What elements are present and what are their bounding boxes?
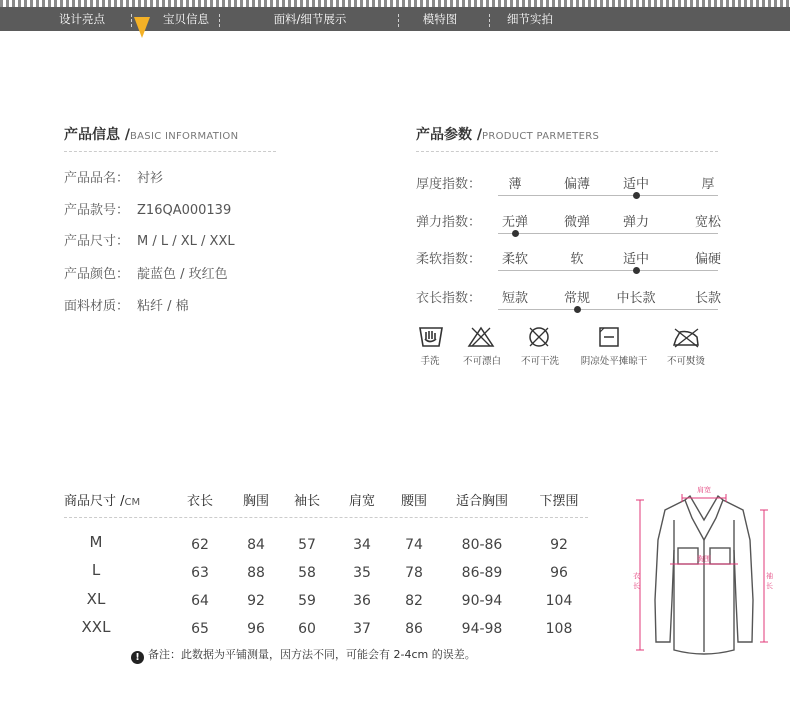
column-header: 肩宽 [348,494,375,509]
param-track [498,195,718,196]
nav-item-detail-photos[interactable]: 细节实拍 [507,12,553,26]
info-row-style-number [64,199,231,218]
param-label: 衣长指数： [416,291,482,306]
table-cell: 57 [298,537,316,553]
length-label-1: 衣 [633,572,640,580]
care-label-dry-flat: 阴凉处平摊晾干 [580,356,648,367]
no-bleach-icon [466,325,496,349]
table-cell: 74 [405,537,423,553]
table-cell: 62 [191,537,209,553]
info-row-material [64,295,189,314]
nav-divider [398,14,399,27]
nav-item-product-info[interactable]: 宝贝信息 [163,12,209,26]
param-option: 弹力 [622,215,649,230]
param-option: 中长款 [616,291,656,306]
table-cell: 63 [191,565,209,581]
size-table-title-text: 商品尺寸 / [64,494,125,509]
table-cell: 58 [298,565,316,581]
info-value: M / L / XL / XXL [137,234,235,249]
size-table-divider [64,517,588,518]
param-selected-dot [512,230,519,237]
table-cell: 108 [545,621,573,637]
params-subtitle: PRODUCT PARMETERS [482,131,600,142]
dry-flat-shade-icon [596,325,622,349]
care-icons [414,325,724,370]
care-label-hand-wash: 手洗 [420,356,440,367]
info-label: 产品款号： [64,203,130,218]
param-selected-dot [574,306,581,313]
param-option: 常规 [563,291,590,306]
column-header: 下摆围 [539,494,579,509]
table-cell: 92 [247,593,265,609]
params-title-text: 产品参数 / [416,127,482,143]
size-label: M [89,533,103,551]
table-cell: 37 [353,621,371,637]
table-cell: 94-98 [461,621,503,637]
measurement-note [131,646,476,664]
param-option: 软 [570,252,584,267]
column-header: 衣长 [186,494,213,509]
table-cell: 88 [247,565,265,581]
sleeve-label-2: 长 [766,582,773,590]
param-option: 适中 [622,252,649,267]
size-label: L [91,561,101,579]
table-cell: 80-86 [461,537,503,553]
size-table-unit: CM [124,497,141,508]
table-cell: 64 [191,593,209,609]
param-option: 无弹 [501,215,528,230]
shoulder-label: 肩宽 [697,486,711,494]
table-cell: 78 [405,565,423,581]
info-value: Z16QA000139 [137,203,232,218]
sleeve-label-1: 袖 [766,572,773,580]
shirt-measurement-diagram [630,480,778,662]
top-nav [0,7,790,31]
info-label: 产品尺寸： [64,234,130,249]
params-divider [416,151,718,152]
nav-item-model[interactable]: 模特图 [422,12,458,26]
note-text: 备注：此数据为平铺测量，因方法不同，可能会有 2-4cm 的误差。 [148,648,476,661]
param-option: 宽松 [694,215,721,230]
info-row-sizes [64,230,235,249]
info-value: 靛蓝色 / 玫红色 [137,267,228,282]
info-value: 衬衫 [137,171,164,186]
table-cell: 36 [353,593,371,609]
table-cell: 84 [247,537,265,553]
basic-info-title [64,124,238,144]
params-title [416,124,599,144]
column-header: 胸围 [242,494,269,509]
param-label: 柔软指数： [416,252,482,267]
shirt-outline [655,496,753,654]
table-cell: 86 [405,621,423,637]
param-track [498,233,718,234]
nav-item-design[interactable]: 设计亮点 [59,12,105,26]
size-table-title [64,490,140,509]
warning-icon: ! [131,651,144,664]
param-option: 适中 [622,177,649,192]
no-dry-clean-icon [526,325,552,349]
param-option: 微弹 [563,215,590,230]
param-option: 柔软 [501,252,528,267]
info-label: 产品颜色： [64,267,130,282]
basic-info-subtitle: BASIC INFORMATION [130,131,239,142]
param-option: 厚 [701,177,715,192]
table-cell: 104 [545,593,573,609]
param-label: 弹力指数： [416,215,482,230]
table-cell: 59 [298,593,316,609]
param-label: 厚度指数： [416,177,482,192]
active-nav-marker [134,17,150,38]
basic-info-divider [64,151,276,152]
table-cell: 90-94 [461,593,503,609]
care-label-no-dry-clean: 不可干洗 [520,356,559,367]
size-label: XXL [81,618,111,636]
nav-pattern-border [0,0,790,7]
basic-info-title-text: 产品信息 / [64,127,130,143]
length-label-2: 长 [633,582,640,590]
care-label-no-bleach: 不可漂白 [462,356,501,367]
nav-divider [131,14,132,27]
info-row-colors [64,263,228,282]
param-option: 短款 [501,291,528,306]
info-value: 粘纤 / 棉 [137,299,189,314]
column-header: 腰围 [400,494,427,509]
table-cell: 60 [298,621,316,637]
column-header: 袖长 [293,494,320,509]
param-option: 偏硬 [694,252,721,267]
param-option: 薄 [508,177,522,192]
param-selected-dot [633,192,640,199]
param-track [498,309,718,310]
care-label-no-iron: 不可熨烫 [666,356,705,367]
table-cell: 82 [405,593,423,609]
table-cell: 92 [550,537,568,553]
nav-divider [219,14,220,27]
nav-item-fabric-details[interactable]: 面料/细节展示 [273,12,347,26]
no-iron-icon [670,325,702,349]
table-cell: 86-89 [461,565,503,581]
info-label: 产品品名： [64,171,130,186]
table-cell: 35 [353,565,371,581]
table-cell: 65 [191,621,209,637]
param-track [498,270,718,271]
param-selected-dot [633,267,640,274]
table-cell: 96 [550,565,568,581]
table-cell: 96 [247,621,265,637]
info-row-name [64,167,163,186]
column-header: 适合胸围 [455,494,508,509]
size-label: XL [86,590,106,608]
param-option: 偏薄 [563,177,590,192]
table-cell: 34 [353,537,371,553]
info-label: 面料材质： [64,299,130,314]
hand-wash-icon [418,325,444,349]
chest-label: 胸围 [697,555,711,563]
param-option: 长款 [694,291,721,306]
